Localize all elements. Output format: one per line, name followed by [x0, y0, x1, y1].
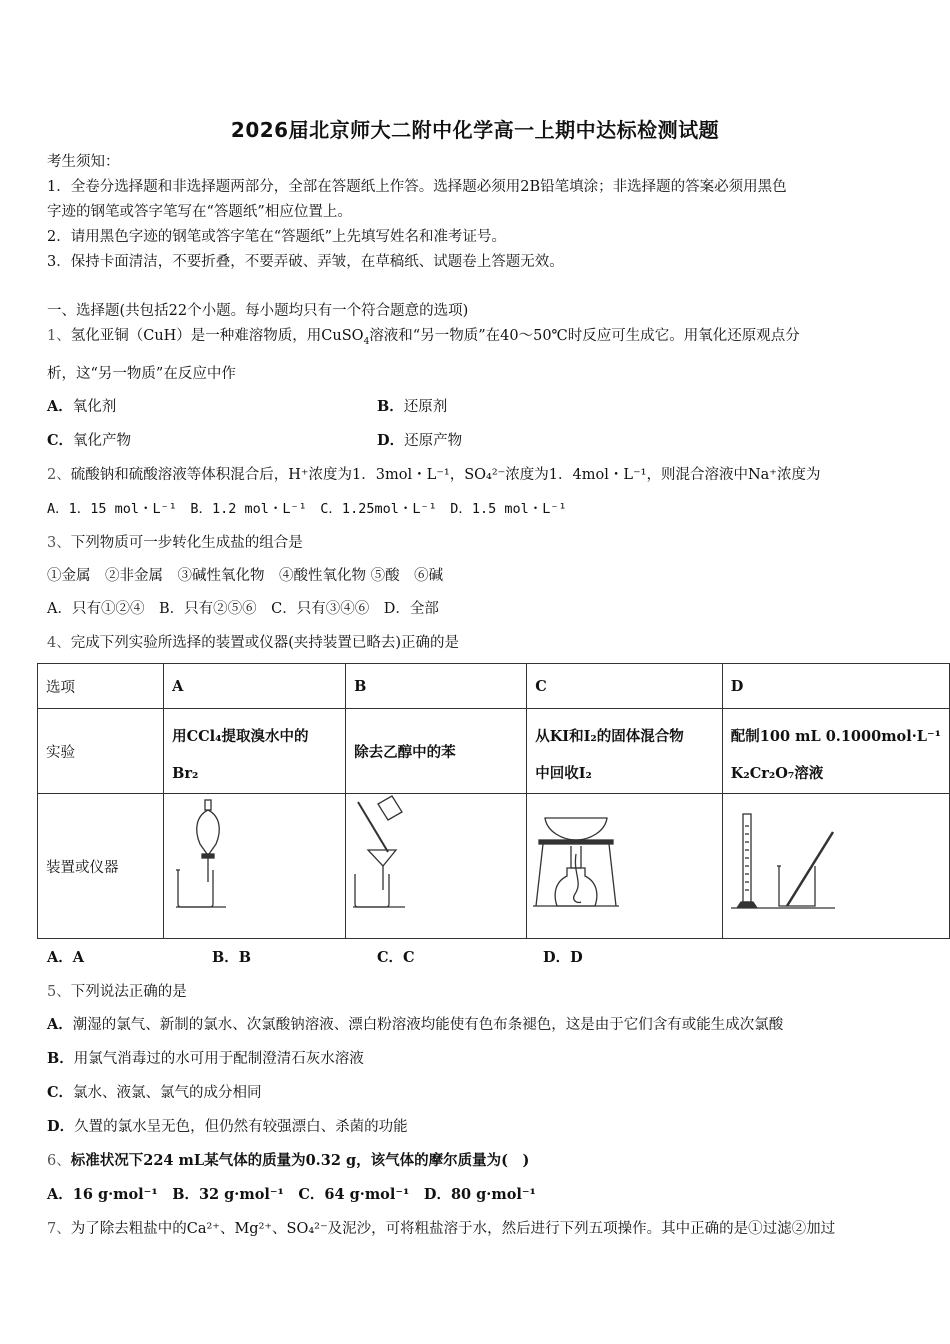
question-number: 1、: [47, 328, 71, 344]
question-6-options: A．16 g·mol⁻¹ B．32 g·mol⁻¹ C．64 g·mol⁻¹ D．80 g·mol⁻¹: [47, 1186, 536, 1203]
subscript: 4: [363, 336, 370, 347]
notice-heading: 考生须知：: [47, 154, 120, 170]
section-heading: 一、选择题(共包括22个小题。每小题均只有一个符合题意的选项): [47, 303, 469, 319]
experiment-text: 从KI和I₂的固体混合物: [535, 728, 684, 745]
option-c: [377, 948, 415, 968]
option-text: 氯水、液氯、氯气的成分相同: [73, 1085, 262, 1101]
notice-item-3: 3．保持卡面清洁，不要折叠，不要弄破、弄皱，在草稿纸、试题卷上答题无效。: [47, 254, 564, 270]
column-header-c: C: [527, 664, 723, 709]
notice-item-1: 1．全卷分选择题和非选择题两部分，全部在答题纸上作答。选择题必须用2B铅笔填涂；非选择题的答案必须用黑色: [47, 179, 787, 195]
graduated-cylinder-beaker-icon: [727, 794, 847, 934]
option-text: 潮湿的氯气、新制的氯水、次氯酸钠溶液、漂白粉溶液均能使有色布条褪色，这是由于它们含有或能生成次氯酸: [72, 1017, 784, 1033]
option-text: A: [72, 949, 85, 966]
experiment-d: [722, 709, 949, 794]
question-number: 3、: [47, 535, 71, 551]
option-label: A．: [47, 398, 73, 415]
table-row-options: [38, 664, 950, 709]
notice-item-1-cont: 字迹的钢笔或答字笔写在“答题纸”相应位置上。: [47, 204, 352, 220]
option-label: D．: [47, 1118, 75, 1135]
option-text: 氧化产物: [73, 433, 132, 449]
evaporating-dish-tripod-icon: [531, 794, 651, 934]
option-c: [47, 1083, 262, 1103]
option-text: 还原产物: [404, 433, 463, 449]
table-row-apparatus: [38, 794, 950, 939]
option-c: [47, 431, 131, 451]
question-text: 完成下列实验所选择的装置或仪器(夹持装置已略去)正确的是: [70, 635, 460, 651]
question-4-stem: [47, 633, 459, 653]
question-number: 6、: [47, 1153, 71, 1169]
option-label: A．: [47, 1016, 73, 1033]
column-header-b: B: [346, 664, 527, 709]
option-a: [47, 948, 84, 968]
experiment-c: [527, 709, 723, 794]
option-text: 还原剂: [403, 399, 448, 415]
question-text: 硫酸钠和硫酸溶液等体积混合后，H⁺浓度为1．3mol・L⁻¹，SO₄²⁻浓度为1．4mol・L⁻¹，则混合溶液中Na⁺浓度为: [70, 467, 821, 483]
option-label: D．: [543, 949, 571, 966]
option-b: [212, 948, 251, 968]
experiment-text: K₂Cr₂O₇溶液: [730, 765, 824, 782]
question-3-items: ①金属 ②非金属 ③碱性氧化物 ④酸性氧化物 ⑤酸 ⑥碱: [47, 568, 444, 584]
option-text: D: [570, 949, 583, 966]
option-d: [377, 431, 462, 451]
column-header-d: D: [722, 664, 949, 709]
filtration-funnel-icon: [350, 794, 470, 934]
option-label: B．: [212, 949, 239, 966]
option-text: 用氯气消毒过的水可用于配制澄清石灰水溶液: [73, 1051, 364, 1067]
question-number: 7、: [47, 1221, 71, 1237]
row-label: 实验: [38, 709, 164, 794]
notice-item-2: 2．请用黑色字迹的钢笔或答字笔在“答题纸”上先填写姓名和准考证号。: [47, 229, 507, 245]
question-number: 4、: [47, 635, 71, 651]
row-label: 选项: [38, 664, 164, 709]
question-text: 为了除去粗盐中的Ca²⁺、Mg²⁺、SO₄²⁻及泥沙，可将粗盐溶于水，然后进行下列五项操作。其中正确的是①过滤②加过: [70, 1221, 836, 1237]
row-label: 装置或仪器: [38, 794, 164, 939]
question-text: 标准状况下224 mL某气体的质量为0.32 g，该气体的摩尔质量为( ): [70, 1152, 530, 1169]
apparatus-a: [164, 794, 346, 939]
column-header-a: A: [164, 664, 346, 709]
option-text: B: [238, 949, 252, 966]
option-a: [47, 1015, 783, 1035]
option-d: [543, 948, 583, 968]
question-text: 氢化亚铜（CuH）是一种难溶物质，用CuSO: [70, 328, 364, 344]
experiment-text: 配制100 mL 0.1000mol·L⁻¹: [730, 728, 941, 745]
option-a: [47, 397, 116, 417]
experiment-text: 用CCl₄提取溴水中的: [172, 728, 309, 745]
question-7-stem: [47, 1219, 835, 1239]
page-title: 2026届北京师大二附中化学高一上期中达标检测试题: [230, 118, 720, 142]
question-1-stem-cont: 析，这“另一物质”在反应中作: [47, 366, 236, 382]
experiment-text: 中回收I₂: [535, 765, 592, 782]
question-3-options: A．只有①②④ B．只有②⑤⑥ C．只有③④⑥ D．全部: [47, 601, 439, 617]
question-text: 下列说法正确的是: [70, 984, 187, 1000]
option-label: C．: [47, 1084, 74, 1101]
experiment-a: [164, 709, 346, 794]
option-b: [47, 1049, 364, 1069]
option-label: B．: [377, 398, 404, 415]
question-3-stem: [47, 533, 303, 553]
option-label: B．: [47, 1050, 74, 1067]
question-5-stem: [47, 982, 187, 1002]
table-row-experiment: [38, 709, 950, 794]
question-6-stem: [47, 1151, 529, 1171]
option-label: C．: [47, 432, 74, 449]
option-label: D．: [377, 432, 405, 449]
option-label: C．: [377, 949, 404, 966]
question-number: 5、: [47, 984, 71, 1000]
question-1-stem: [47, 326, 800, 346]
question-2-stem: [47, 465, 820, 485]
option-text: C: [403, 949, 415, 966]
option-label: A．: [47, 949, 73, 966]
apparatus-b: [346, 794, 527, 939]
question-2-options: A．1．15 mol・L⁻¹ B．1.2 mol・L⁻¹ C．1.25mol・L⁻¹ D．1.5 mol・L⁻¹: [47, 501, 567, 517]
experiment-b: 除去乙醇中的苯: [346, 709, 527, 794]
experiment-text: Br₂: [172, 765, 199, 782]
option-text: 氧化剂: [72, 399, 117, 415]
separatory-funnel-icon: [168, 794, 288, 934]
apparatus-d: [722, 794, 949, 939]
question-4-table: [37, 663, 950, 939]
question-text: 下列物质可一步转化生成盐的组合是: [70, 535, 303, 551]
question-number: 2、: [47, 467, 71, 483]
option-b: [377, 397, 447, 417]
option-text: 久置的氯水呈无色，但仍然有较强漂白、杀菌的功能: [74, 1119, 408, 1135]
question-text: 溶液和“另一物质”在40～50℃时反应可生成它。用氧化还原观点分: [369, 328, 800, 344]
option-d: [47, 1117, 408, 1137]
apparatus-c: [527, 794, 723, 939]
